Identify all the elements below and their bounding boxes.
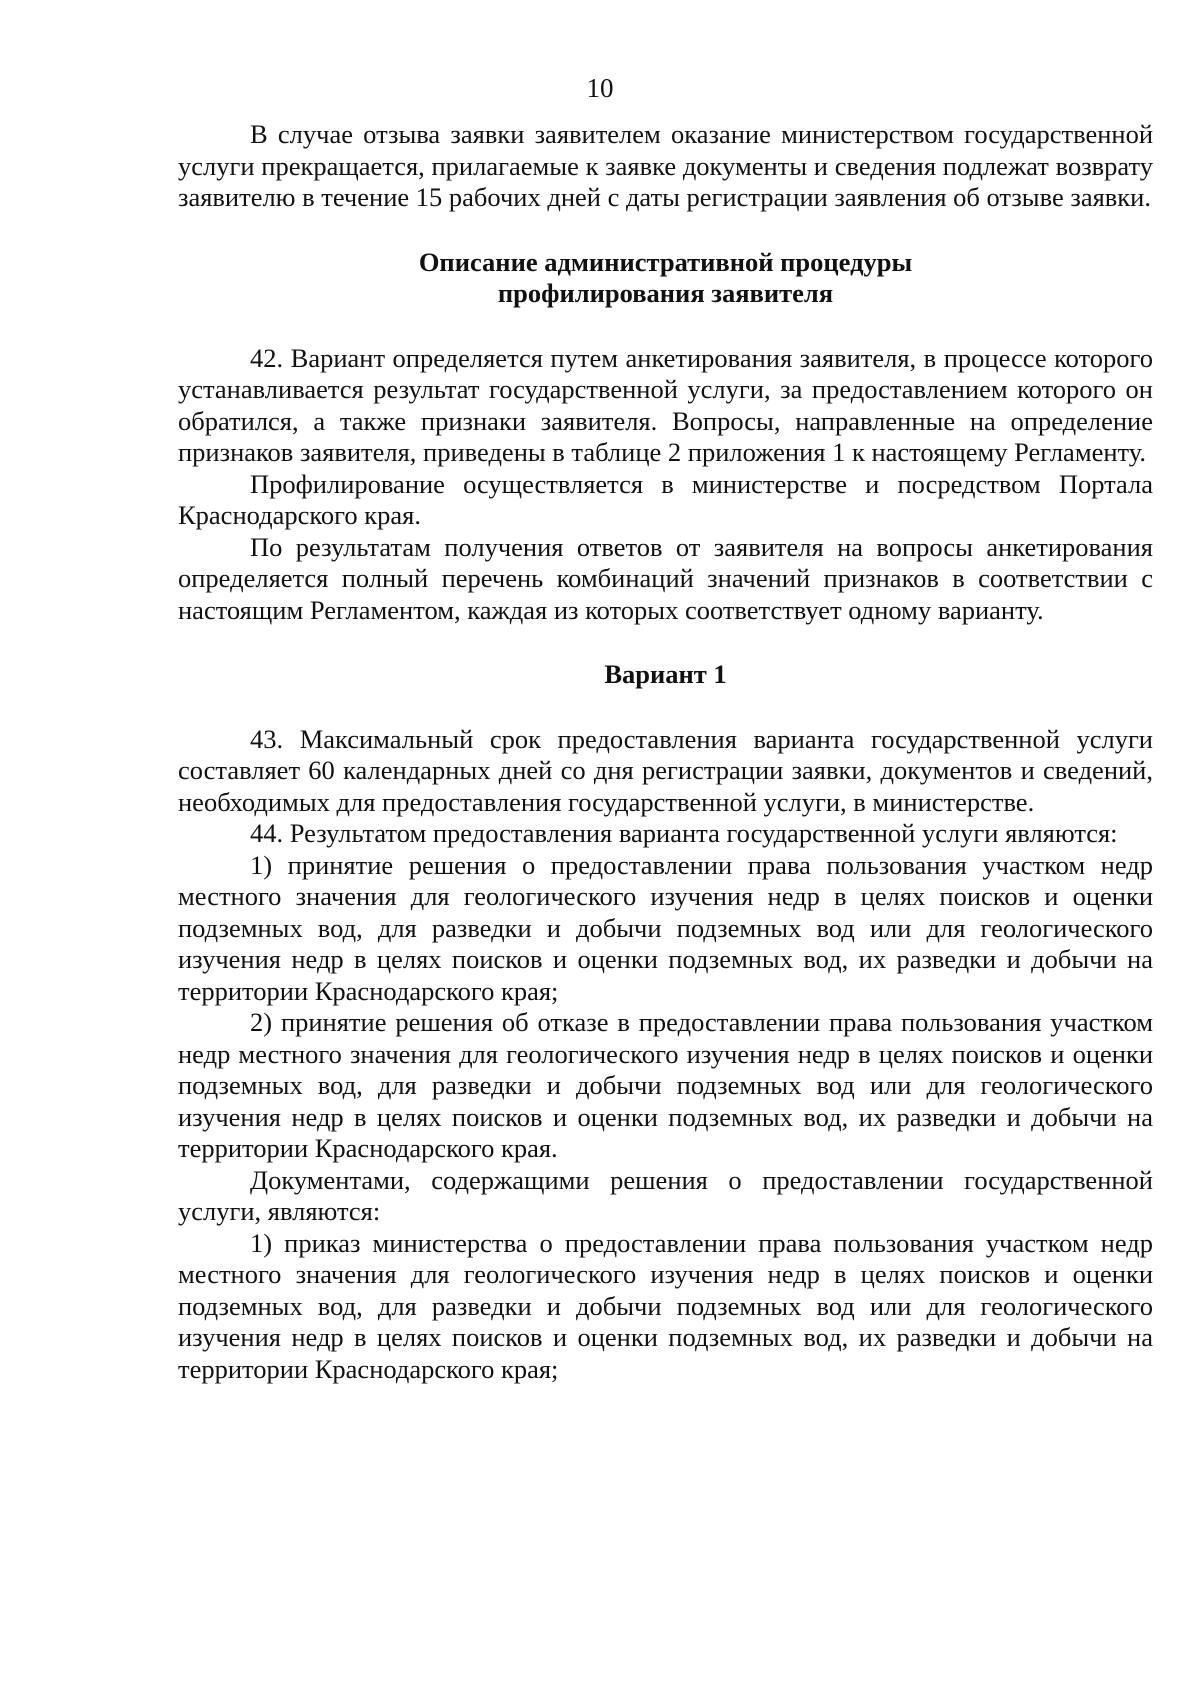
heading-profiling-line-1: Описание административной процедуры xyxy=(418,246,913,277)
paragraph-profiling-portal: Профилирование осуществляется в министерстве и посредством Портала Краснодарского края. xyxy=(178,468,1153,530)
paragraph-questionnaire-results: По результатам получения ответов от заявителя на вопросы анкетирования определяется полный перечень комбинаций значений признаков в соответствии с настоящим Регламентом, каждая из которых соответствует одному варианту. xyxy=(178,531,1153,625)
heading-variant-1-text: Вариант 1 xyxy=(604,659,727,689)
heading-profiling-line-2: профилирования заявителя xyxy=(497,278,834,308)
paragraph-result-1: 1) принятие решения о предоставлении права пользования участком недр местного значения для геологического изучения недр в целях поисков и оценки подземных вод, для разведки и добычи подземных вод или для геологического изучения недр в целях поисков и оценки подземных вод, их разведки и добычи на территории Краснодарского края; xyxy=(178,849,1153,1006)
paragraph-43: 43. Максимальный срок предоставления варианта государственной услуги составляет 60 календарных дней со дня регистрации заявки, документов и сведений, необходимых для предоставления государственной услуги, в министерстве. xyxy=(178,723,1153,817)
paragraph-result-2: 2) принятие решения об отказе в предоставлении права пользования участком недр местного значения для геологического изучения недр в целях поисков и оценки подземных вод, для разведки и добычи подземных вод или для геологического изучения недр в целях поисков и оценки подземных вод, их разведки и добычи на территории Краснодарского края. xyxy=(178,1007,1153,1163)
heading-variant-1 xyxy=(178,659,1153,691)
page-number: 10 xyxy=(586,73,614,103)
paragraph-documents: Документами, содержащими решения о предоставлении государственной услуги, являются: xyxy=(178,1164,1153,1226)
paragraph-document-1: 1) приказ министерства о предоставлении права пользования участком недр местного значения для геологического изучения недр в целях поисков и оценки подземных вод, для разведки и добычи подземных вод или для геологического изучения недр в целях поисков и оценки подземных вод, их разведки и добычи на территории Краснодарского края; xyxy=(178,1227,1153,1384)
heading-profiling xyxy=(178,247,1153,310)
paragraph-44: 44. Результатом предоставления варианта государственной услуги являются: xyxy=(250,818,1118,848)
document-body xyxy=(178,119,1153,1385)
paragraph-42: 42. Вариант определяется путем анкетирования заявителя, в процессе которого устанавливается результат государственной услуги, за предоставлением которого он обратился, а также признаки заявителя. Вопросы, направленные на определение признаков заявителя, приведены в таблице 2 приложения 1 к настоящему Регламенту. xyxy=(178,342,1153,467)
paragraph-withdrawal: В случае отзыва заявки заявителем оказание министерством государственной услуги прекращается, прилагаемые к заявке документы и сведения подлежат возврату заявителю в течение 15 рабочих дней с даты регистрации заявления об отзыве заявки. xyxy=(178,119,1153,212)
